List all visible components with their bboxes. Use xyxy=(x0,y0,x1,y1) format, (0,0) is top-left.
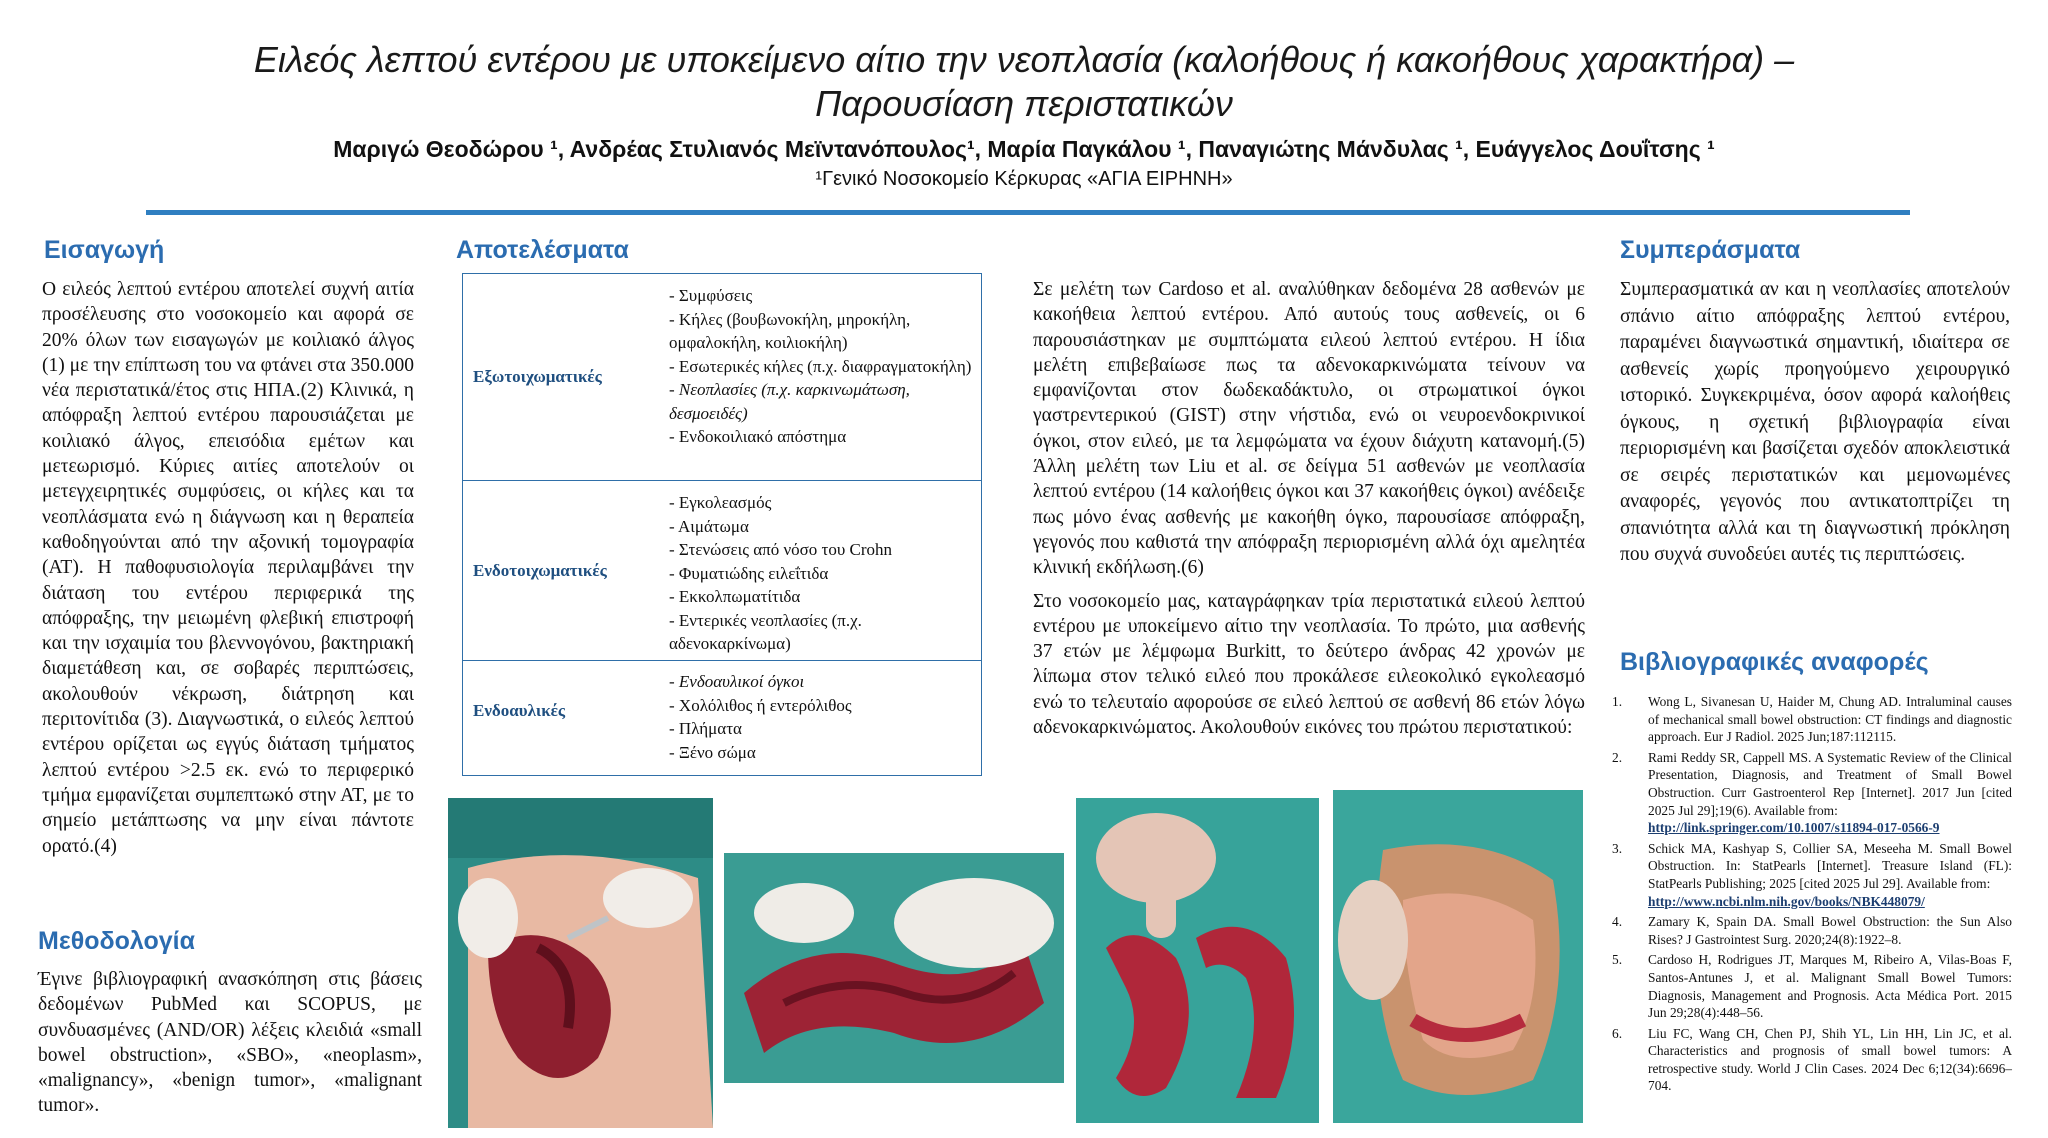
table-item: - Κήλες (βουβωνοκήλη, μηροκήλη, ομφαλοκήλη, κοιλιοκήλη) xyxy=(669,309,911,352)
references-heading: Βιβλιογραφικές αναφορές xyxy=(1620,648,1929,676)
causes-table xyxy=(462,273,982,776)
header-divider xyxy=(146,210,1910,215)
table-item: - Εκκολπωματίτιδα xyxy=(669,587,801,606)
reference-text: Rami Reddy SR, Cappell MS. A Systematic Review of the Clinical Presentation, Diagnosis, and Treatment of Small Bowel Obstruction. Curr Gastroenterol Rep [Internet]. 2017 Jun [cited 2025 Jul 29];19(6). Available from: xyxy=(1648,749,2012,818)
conclusions-text xyxy=(1620,277,2010,577)
table-item: - Χολόλιθος ή εντερόλιθος xyxy=(669,695,852,715)
table-item: - Πλήματα xyxy=(669,719,742,738)
table-item: - Φυματιώδης ειλεΐτιδα xyxy=(669,563,829,583)
affiliation: ¹Γενικό Νοσοκομείο Κέρκυρας «ΑΓΙΑ ΕΙΡΗΝΗ» xyxy=(815,168,1233,190)
table-category: Ενδοαυλικές xyxy=(473,701,566,720)
intro-paragraph: Ο ειλεός λεπτού εντέρου αποτελεί συχνή αιτία προσέλευσης στο νοσοκομείο και αφορά σε 20% όλων των εισαγωγών με κοιλιακό άλγος (1) με την επίπτωση του να φτάνει στα 350.000 νέα περιστατικά/έτος στις ΗΠΑ.(2) Κλινικά, η απόφραξη λεπτού εντέρου παρουσιάζεται με κοιλιακό άλγος, επεισόδια εμέτων και μετεωρισμό. Κύριες αιτίες αποτελούν οι μετεγχειρητικές συμφύσεις, οι κήλες και τα νεοπλάσματα ενώ η διάγνωση και η θεραπεία καθοδηγούνται από την αξονική τομογραφία (ΑΤ). Η παθοφυσιολογία περιλαμβάνει την διάταση του εντέρου περιφερικά της απόφραξης, την μειωμένη φλεβική επιστροφή και την ισχαιμία του βλεννογόνου, βακτηριακή διαμετάθεση και, σε σοβαρές περιπτώσεις, ακολουθούν νέκρωση, διάτρηση και περιτονίτιδα (3). Διαγνωστικά, ο ειλεός λεπτού εντέρου ορίζεται ως εγγύς διάταση τμήματος λεπτού εντέρου >2.5 εκ. ενώ το περιφερικό τμήμα εμφανίζεται συμπεπτωκό στην ΑΤ, με το σημείο μετάπτωσης να μην είναι πάντοτε ορατό.(4) xyxy=(42,279,414,857)
reference-text: Zamary K, Spain DA. Small Bowel Obstruction: the Sun Also Rises? J Gastrointest Surg. 2020;24(8):1922–8. xyxy=(1648,914,2012,947)
reference-text: Liu FC, Wang CH, Chen PJ, Shih YL, Lin HH, Lin JC, et al. Characteristics and prognosis of small bowel tumors: A retrospective study. World J Clin Cases. 2024 Dec 6;12(34):6696–704. xyxy=(1648,1025,2012,1094)
intro-text xyxy=(42,277,414,867)
reference-item xyxy=(1612,840,2012,910)
reference-item xyxy=(1612,951,2012,1021)
table-item: - Στενώσεις από νόσο του Crohn xyxy=(669,540,893,559)
title-line-1: Ειλεός λεπτού εντέρου με υποκείμενο αίτιο την νεοπλασία (καλοήθους ή κακοήθους χαρακτήρα) – xyxy=(253,39,1795,80)
surgical-photo-4 xyxy=(1333,790,1583,1123)
results-heading: Αποτελέσματα xyxy=(456,236,629,264)
title-line-2: Παρουσίαση περιστατικών xyxy=(815,83,1233,124)
table-category: Ενδοτοιχωματικές xyxy=(473,561,607,580)
table-items xyxy=(669,491,973,656)
reference-text: Wong L, Sivanesan U, Haider M, Chung AD. Intraluminal causes of mechanical small bowel obstruction: CT findings and diagnostic approach. Eur J Radiol. 2025 Jun;187:112115. xyxy=(1648,694,2012,745)
reference-number: 2. xyxy=(1612,749,1623,765)
table-category: Εξωτοιχωματικές xyxy=(473,367,602,386)
surgical-photo-1 xyxy=(448,798,713,1128)
reference-item xyxy=(1612,1025,2012,1095)
results-paragraph-1: Σε μελέτη των Cardoso et al. αναλύθηκαν δεδομένα 28 ασθενών με κακοήθεια λεπτού εντέρου. Από αυτούς τους ασθενείς, οι 6 παρουσιάστηκαν με συμπτώματα ειλεού λεπτού εντέρου. Η ίδια μελέτη επιβεβαίωσε πως τα αδενοκαρκινώματα τείνουν να εμφανίζονται στον δωδεκαδάκτυλο, οι στρωματικοί όγκοι γαστρεντερικού (GIST) στην νήστιδα, ενώ οι νευροενδοκρινικοί όγκοι, στον ειλεό, με τα λεμφώματα να έχουν διάχυτη κατανομή.(5) Άλλη μελέτη των Liu et al. σε δείγμα 51 ασθενών με νεοπλασία λεπτού εντέρου (14 καλοήθεις όγκοι και 37 κακοήθεις όγκοι) ανέδειξε πως μόνο ένας ασθενής με κακοήθη όγκο, παρουσίασε απόφραξη, γεγονός που καθιστά την απόφραξη περιορισμένη αλλά όχι αμελητέα κλινική εκδήλωση.(6) xyxy=(1033,279,1585,579)
reference-text: Schick MA, Kashyap S, Collier SA, Meseeha M. Small Bowel Obstruction. In: StatPearls [Internet]. Treasure Island (FL): StatPearls Publishing; 2025 [cited 2025 Jul 29]. Available from: xyxy=(1648,840,2012,891)
reference-number: 3. xyxy=(1612,840,1623,856)
intro-heading: Εισαγωγή xyxy=(44,236,165,264)
reference-item xyxy=(1612,693,2012,746)
methods-paragraph: Έγινε βιβλιογραφική ανασκόπηση στις βάσεις δεδομένων PubMed και SCOPUS, με συνδυασμένες (AND/OR) λέξεις κλειδιά «small bowel obstruction», «SBO», «neoplasm», «malignancy», «benign tumor», «malignant tumor». xyxy=(38,969,422,1117)
references-list xyxy=(1612,693,2012,1098)
reference-link[interactable]: http://www.ncbi.nlm.nih.gov/books/NBK448079/ xyxy=(1648,893,1925,909)
table-row xyxy=(463,661,981,774)
reference-link[interactable]: http://link.springer.com/10.1007/s11894-017-0566-9 xyxy=(1648,820,1940,836)
reference-number: 4. xyxy=(1612,914,1623,930)
reference-number: 6. xyxy=(1612,1025,1623,1041)
table-row xyxy=(463,481,981,661)
table-item: - Εγκολεασμός xyxy=(669,493,772,512)
poster-title xyxy=(100,38,1948,126)
table-item: - Συμφύσεις xyxy=(669,286,753,305)
conclusions-paragraph: Συμπερασματικά αν και η νεοπλασίες αποτελούν σπάνιο αίτιο απόφραξης λεπτού εντέρου, παραμένει διαγνωστικά σημαντική, ιδιαίτερα σε ασθενείς χωρίς προηγούμενο χειρουργικό ιστορικό. Συγκεκριμένα, όσον αφορά καλοήθεις όγκους, η σχετική βιβλιογραφία είναι περιορισμένη και βασίζεται σχεδόν αποκλειστικά σε σειρές περιστατικών και μεμονωμένες αναφορές, γεγονός που αντικατοπτρίζει τη σπανιότητα αλλά και τη διαγνωστική πρόκληση που συχνά συνοδεύει αυτές τις περιπτώσεις. xyxy=(1620,279,2010,565)
table-item: - Νεοπλασίες (π.χ. καρκινωμάτωση, δεσμοειδές) xyxy=(669,380,910,423)
surgical-photo-3 xyxy=(1076,798,1319,1123)
table-item: - Ξένο σώμα xyxy=(669,742,756,762)
reference-item xyxy=(1612,913,2012,948)
reference-item xyxy=(1612,749,2012,837)
conclusions-heading: Συμπεράσματα xyxy=(1620,236,1801,264)
table-row xyxy=(463,274,981,481)
table-item: - Ενδοκοιλιακό απόστημα xyxy=(669,427,847,446)
table-item: - Ενδοαυλικοί όγκοι xyxy=(669,672,805,691)
surgical-photo-2 xyxy=(724,853,1064,1083)
table-item: - Αιμάτωμα xyxy=(669,516,749,536)
reference-number: 5. xyxy=(1612,952,1623,968)
authors: Μαριγώ Θεοδώρου ¹, Ανδρέας Στυλιανός Μεϊντανόπουλος¹, Μαρία Παγκάλου ¹, Παναγιώτης Μάνδυλας ¹, Ευάγγελος Δουΐτσης ¹ xyxy=(333,136,1715,162)
table-items xyxy=(669,284,973,449)
methods-text xyxy=(38,967,422,1127)
table-item: - Εσωτερικές κήλες (π.χ. διαφραγματοκήλη) xyxy=(669,356,972,376)
reference-text: Cardoso H, Rodrigues JT, Marques M, Ribeiro A, Vilas-Boas F, Santos-Antunes J, et al. Malignant Small Bowel Tumors: Diagnosis, Management and Prognosis. Acta Médica Port. 2015 Jun 29;28(4):448–56. xyxy=(1648,952,2012,1021)
table-item: - Εντερικές νεοπλασίες (π.χ. αδενοκαρκίνωμα) xyxy=(669,610,862,653)
reference-number: 1. xyxy=(1612,694,1623,709)
results-text xyxy=(1033,277,1585,748)
table-items xyxy=(669,670,973,764)
methods-heading: Μεθοδολογία xyxy=(38,927,195,955)
results-paragraph-2: Στο νοσοκομείο μας, καταγράφηκαν τρία περιστατικά ειλεού λεπτού εντέρου με υποκείμενο αίτιο την νεοπλασία. Το πρώτο, μια ασθενής 37 ετών με λέμφωμα Burkitt, το δεύτερο άνδρας 42 χρονών με λίπωμα στον τελικό ειλεό που προκάλεσε ειλεοκολικό εγκολεασμό ενώ το τελευταίο αφορούσε σε ειλεό λεπτού σε ασθενή 86 ετών λόγω αδενοκαρκινώματος. Ακολουθούν εικόνες του πρώτου περιστατικού: xyxy=(1033,590,1585,739)
